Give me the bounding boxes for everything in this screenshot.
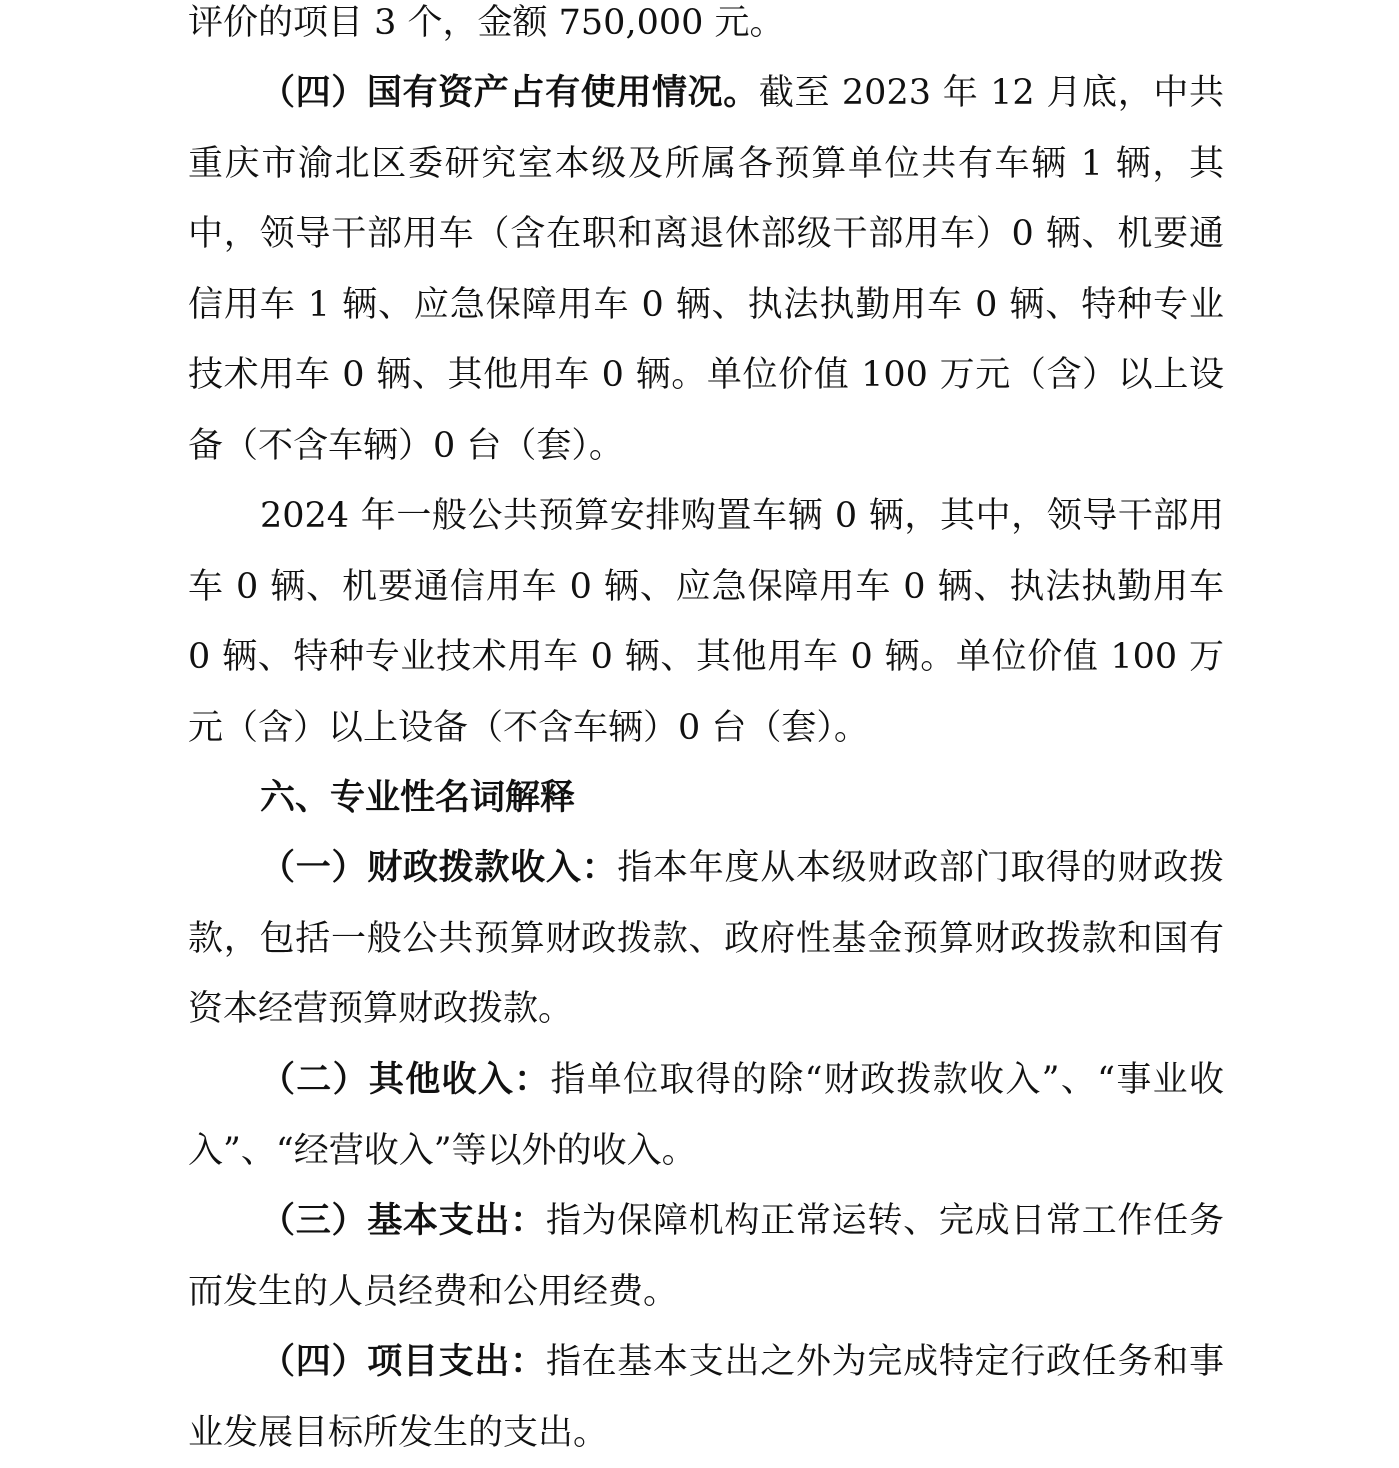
paragraph-fiscal-appropriation-income xyxy=(188,833,1224,1045)
paragraph-lead: （三）基本支出： xyxy=(260,1200,546,1241)
paragraph-text: 2024 年一般公共预算安排购置车辆 0 辆，其中，领导干部用车 0 辆、机要通信用车 0 辆、应急保障用车 0 辆、执法执勤用车 0 辆、特种专业技术用车 0 辆、其他用车 0 辆。单位价值 100 万元（含）以上设备（不含车辆）0 台（套）。 xyxy=(188,496,1224,748)
paragraph-project-expenditure xyxy=(188,1327,1224,1468)
paragraph-other-income xyxy=(188,1045,1224,1186)
heading-text: 六、专业性名词解释 xyxy=(260,778,576,818)
paragraph-text: 截至 2023 年 12 月底，中共重庆市渝北区委研究室本级及所属各预算单位共有车辆 1 辆，其中，领导干部用车（含在职和离退休部级干部用车）0 辆、机要通信用车 1 辆、应急保障用车 0 辆、执法执勤用车 0 辆、特种专业技术用车 0 辆、其他用车 0 辆。单位价值 100 万元（含）以上设备（不含车辆）0 台（套）。 xyxy=(188,73,1224,466)
paragraph-text: 指本年度从本级财政部门取得的财政拨款，包括一般公共预算财政拨款、政府性基金预算财政拨款和国有资本经营预算财政拨款。 xyxy=(188,848,1224,1029)
paragraph-basic-expenditure xyxy=(188,1186,1224,1327)
paragraph-text: 指在基本支出之外为完成特定行政任务和事业发展目标所发生的支出。 xyxy=(188,1342,1224,1453)
paragraph-state-assets xyxy=(188,58,1224,481)
paragraph-evaluation-continuation xyxy=(188,0,1224,59)
paragraph-lead: （四）国有资产占有使用情况。 xyxy=(260,72,759,113)
paragraph-vehicle-purchase-2024 xyxy=(188,481,1224,763)
paragraph-text: 指单位取得的除“财政拨款收入”、“事业收入”、“经营收入”等以外的收入。 xyxy=(188,1060,1224,1171)
section-heading-terms xyxy=(188,763,1224,834)
paragraph-lead: （一）财政拨款收入： xyxy=(260,847,618,888)
paragraph-lead: （二）其他收入： xyxy=(260,1059,551,1100)
paragraph-text: 评价的项目 3 个，金额 750,000 元。 xyxy=(188,3,785,43)
paragraph-lead: （四）项目支出： xyxy=(260,1341,546,1382)
paragraph-text: 指为保障机构正常运转、完成日常工作任务而发生的人员经费和公用经费。 xyxy=(188,1201,1224,1312)
